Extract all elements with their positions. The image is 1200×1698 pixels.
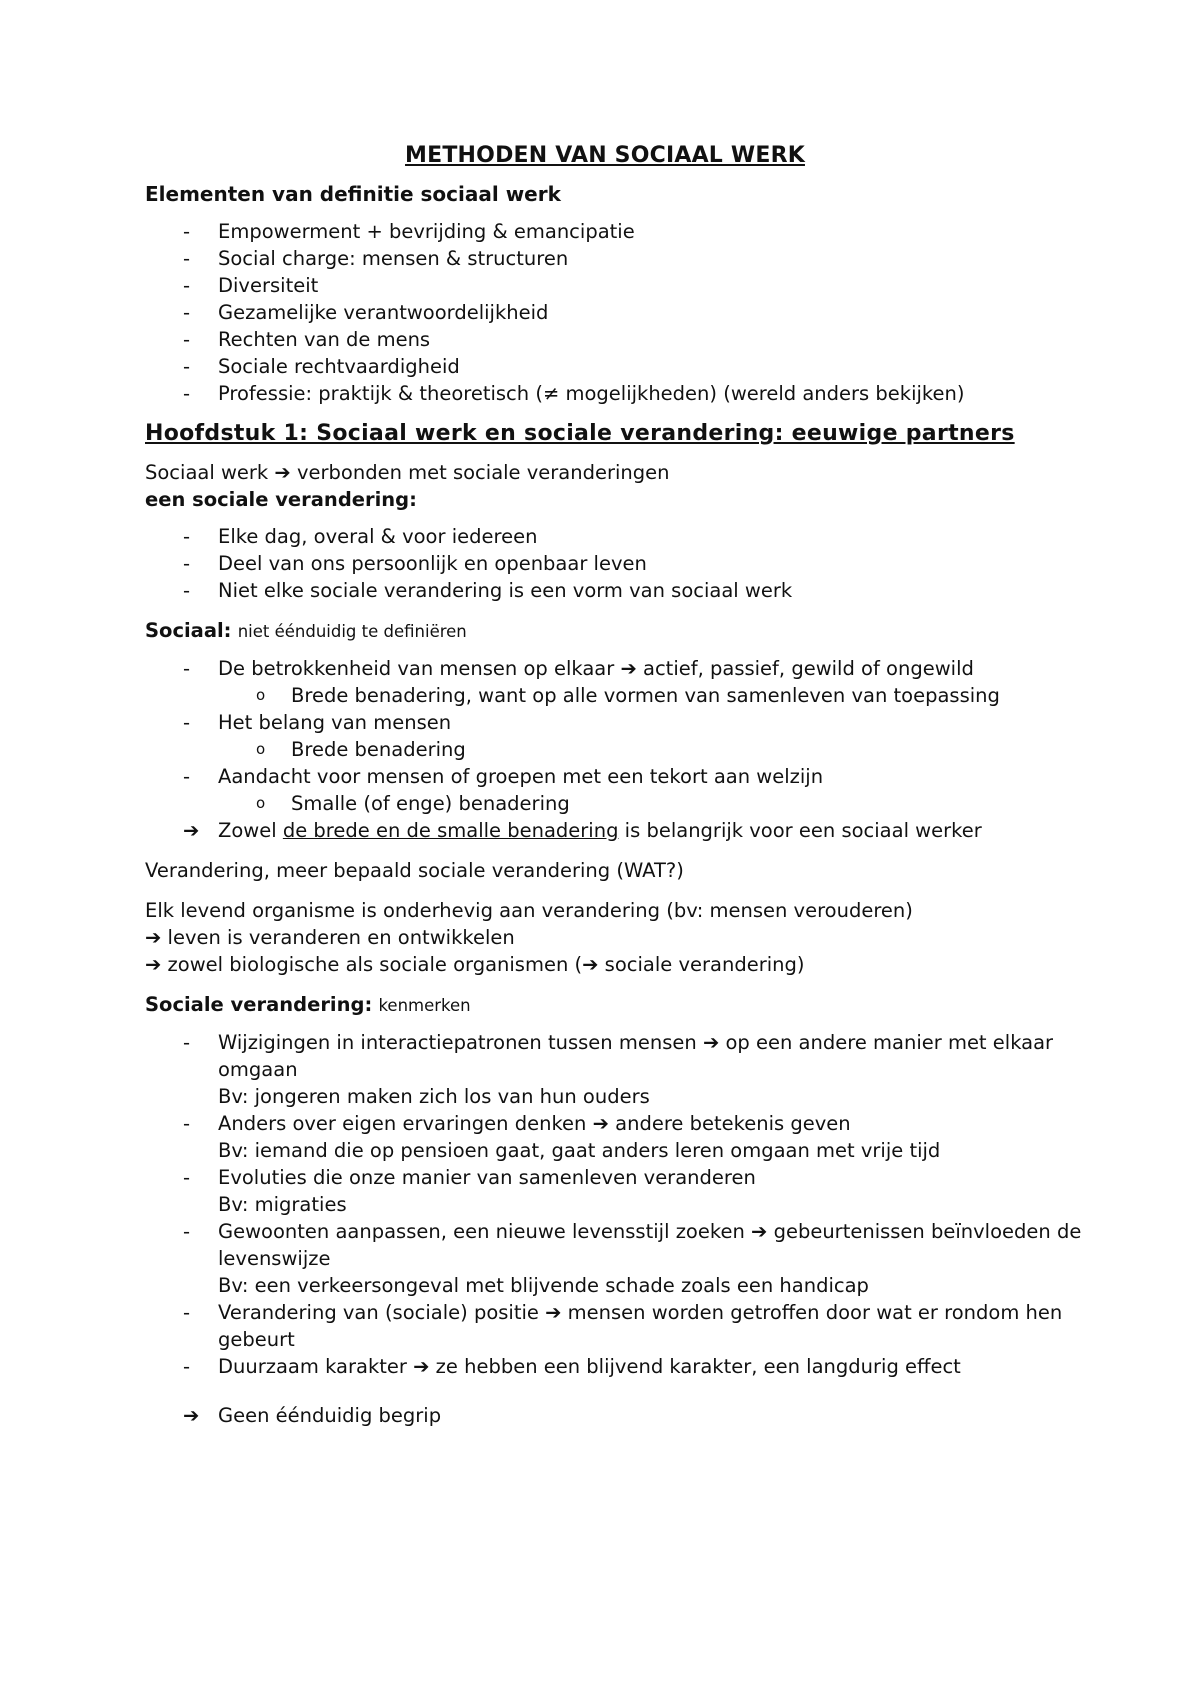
bullet-icon: o [256, 686, 266, 704]
verandering-line: Verandering, meer bepaald sociale verandering (WAT?) [145, 859, 684, 882]
elementen-list [145, 218, 1105, 407]
arrow-icon: ➔ [545, 1301, 562, 1324]
arrow-icon: ➔ [413, 1355, 430, 1378]
list-item: - Wijzigingen in interactiepatronen tussen mensen ➔ op een andere manier met elkaar omgaan Bv: jongeren maken zich los van hun ouders [183, 1031, 1054, 1108]
elementen-heading: Elementen van definitie sociaal werk [145, 182, 561, 206]
dash-icon: - [183, 220, 191, 243]
dash-icon: - [183, 1355, 191, 1378]
bullet-icon: o [256, 794, 266, 812]
list-item: - Elke dag, overal & voor iedereen [183, 525, 538, 548]
dash-icon: - [183, 247, 191, 270]
bullet-icon: o [256, 740, 266, 758]
kenmerken-heading: Sociale verandering: kenmerken [145, 993, 471, 1016]
sociaal-list [145, 655, 1105, 817]
list-item: - Aandacht voor mensen of groepen met een tekort aan welzijn o Smalle (of enge) benadering [145, 763, 1105, 817]
arrow-icon: ➔ [183, 1404, 200, 1427]
arrow-icon: ➔ [592, 1112, 609, 1135]
arrow-icon: ➔ [751, 1220, 768, 1243]
arrow-icon: ➔ [620, 657, 637, 680]
dash-icon: - [183, 765, 191, 788]
dash-icon: - [183, 328, 191, 351]
kenmerken-conclusion: ➔ Geen éénduidig begrip [183, 1404, 442, 1427]
document-body [145, 142, 1105, 1429]
leven-line: ➔ leven is veranderen en ontwikkelen [145, 926, 515, 949]
sociaal-conclusion: ➔ Zowel de brede en de smalle benadering is belangrijk voor een sociaal werker [183, 819, 982, 842]
dash-icon: - [183, 1220, 191, 1243]
list-item: - Empowerment + bevrijding & emancipatie [183, 220, 635, 243]
sub-item: o Brede benadering, want op alle vormen van samenleven van toepassing [256, 684, 1000, 707]
organismen-line: ➔ zowel biologische als sociale organismen (➔ sociale verandering) [145, 953, 805, 976]
list-item: - De betrokkenheid van mensen op elkaar ➔ actief, passief, gewild of ongewild o Brede benadering, want op alle vormen van samenleven van toepassing [145, 655, 1105, 709]
chapter-heading: Hoofdstuk 1: Sociaal werk en sociale verandering: eeuwige partners [145, 421, 1015, 446]
arrow-icon: ➔ [145, 953, 162, 976]
page-title: METHODEN VAN SOCIAAL WERK [405, 143, 805, 168]
dash-icon: - [183, 355, 191, 378]
list-item: - Deel van ons persoonlijk en openbaar leven [183, 552, 647, 575]
chapter-intro: Sociaal werk ➔ verbonden met sociale veranderingen [145, 461, 670, 484]
dash-icon: - [183, 1166, 191, 1189]
dash-icon: - [183, 1031, 191, 1054]
sociale-verandering-subheading: een sociale verandering: [145, 488, 417, 511]
list-item: - Verandering van (sociale) positie ➔ mensen worden getroffen door wat er rondom hen gebeurt [183, 1301, 1063, 1351]
dash-icon: - [183, 711, 191, 734]
dash-icon: - [183, 301, 191, 324]
arrow-icon: ➔ [274, 461, 291, 484]
dash-icon: - [183, 657, 191, 680]
list-item: - Gewoonten aanpassen, een nieuwe levensstijl zoeken ➔ gebeurtenissen beïnvloeden de levenswijze Bv: een verkeersongeval met blijvende schade zoals een handicap [183, 1220, 1082, 1297]
arrow-icon: ➔ [582, 953, 599, 976]
arrow-icon: ➔ [145, 926, 162, 949]
list-item: - Social charge: mensen & structuren [183, 247, 569, 270]
list-item: - Sociale rechtvaardigheid [183, 355, 460, 378]
dash-icon: - [183, 579, 191, 602]
list-item: - Het belang van mensen o Brede benadering [145, 709, 1105, 763]
list-item: - Rechten van de mens [183, 328, 431, 351]
list-item: - Professie: praktijk & theoretisch (≠ mogelijkheden) (wereld anders bekijken) [183, 382, 965, 405]
arrow-icon: ➔ [702, 1031, 720, 1054]
list-item: - Duurzaam karakter ➔ ze hebben een blijvend karakter, een langdurig effect [183, 1355, 961, 1378]
kenmerken-list [145, 1029, 1105, 1380]
sub-item: o Brede benadering [256, 738, 466, 761]
sociaal-heading: Sociaal: niet éénduidig te definiëren [145, 619, 467, 642]
dash-icon: - [183, 525, 191, 548]
list-item: - Gezamelijke verantwoordelijkheid [183, 301, 549, 324]
arrow-icon: ➔ [183, 819, 200, 842]
list-item: - Diversiteit [183, 274, 319, 297]
list-item: - Evoluties die onze manier van samenleven veranderen Bv: migraties [183, 1166, 756, 1216]
dash-icon: - [183, 1301, 191, 1324]
dash-icon: - [183, 274, 191, 297]
dash-icon: - [183, 1112, 191, 1135]
dash-icon: - [183, 382, 191, 405]
dash-icon: - [183, 552, 191, 575]
chapter-list [145, 523, 1105, 604]
list-item: - Niet elke sociale verandering is een vorm van sociaal werk [183, 579, 793, 602]
list-item: - Anders over eigen ervaringen denken ➔ andere betekenis geven Bv: iemand die op pensioen gaat, gaat anders leren omgaan met vrije tijd [183, 1112, 941, 1162]
organisme-line: Elk levend organisme is onderhevig aan verandering (bv: mensen verouderen) [145, 899, 913, 922]
sub-item: o Smalle (of enge) benadering [256, 792, 570, 815]
